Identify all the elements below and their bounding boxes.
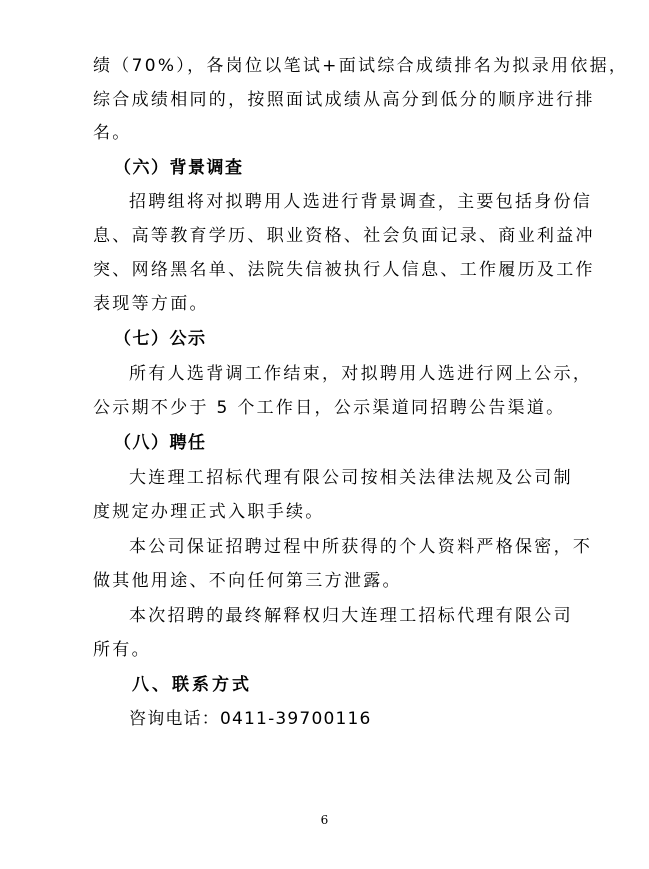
body-line: 绩（70%），各岗位以笔试+面试综合成绩排名为拟录用依据， (93, 56, 629, 76)
body-line: 表现等方面。 (93, 294, 209, 314)
body-line: 本次招聘的最终解释权归大连理工招标代理有限公司 (129, 606, 573, 626)
body-line: 招聘组将对拟聘用人选进行背景调查，主要包括身份信 (129, 192, 593, 212)
section-heading-publicity: （七）公示 (114, 329, 207, 349)
page-number: 6 (320, 813, 329, 827)
body-line: 所有。 (93, 640, 151, 660)
body-line: 做其他用途、不向任何第三方泄露。 (93, 571, 402, 591)
section-heading-background-check: （六）背景调查 (114, 158, 244, 178)
body-line: 公示期不少于 5 个工作日，公示渠道同招聘公告渠道。 (93, 398, 566, 418)
contact-phone: 咨询电话：0411-39700116 (129, 709, 372, 729)
body-line: 息、高等教育学历、职业资格、社会负面记录、商业利益冲 (93, 226, 595, 246)
body-line: 大连理工招标代理有限公司按相关法律法规及公司制 (129, 468, 573, 488)
section-heading-appointment: （八）聘任 (114, 433, 207, 453)
body-line: 本公司保证招聘过程中所获得的个人资料严格保密，不 (129, 537, 593, 557)
body-line: 所有人选背调工作结束，对拟聘用人选进行网上公示， (129, 364, 593, 384)
body-line: 突、网络黑名单、法院失信被执行人信息、工作履历及工作 (93, 260, 595, 280)
body-line: 度规定办理正式入职手续。 (93, 502, 325, 522)
body-line: 名。 (93, 123, 132, 143)
body-line: 综合成绩相同的，按照面试成绩从高分到低分的顺序进行排 (93, 90, 595, 110)
section-heading-contact: 八、联系方式 (132, 675, 252, 695)
